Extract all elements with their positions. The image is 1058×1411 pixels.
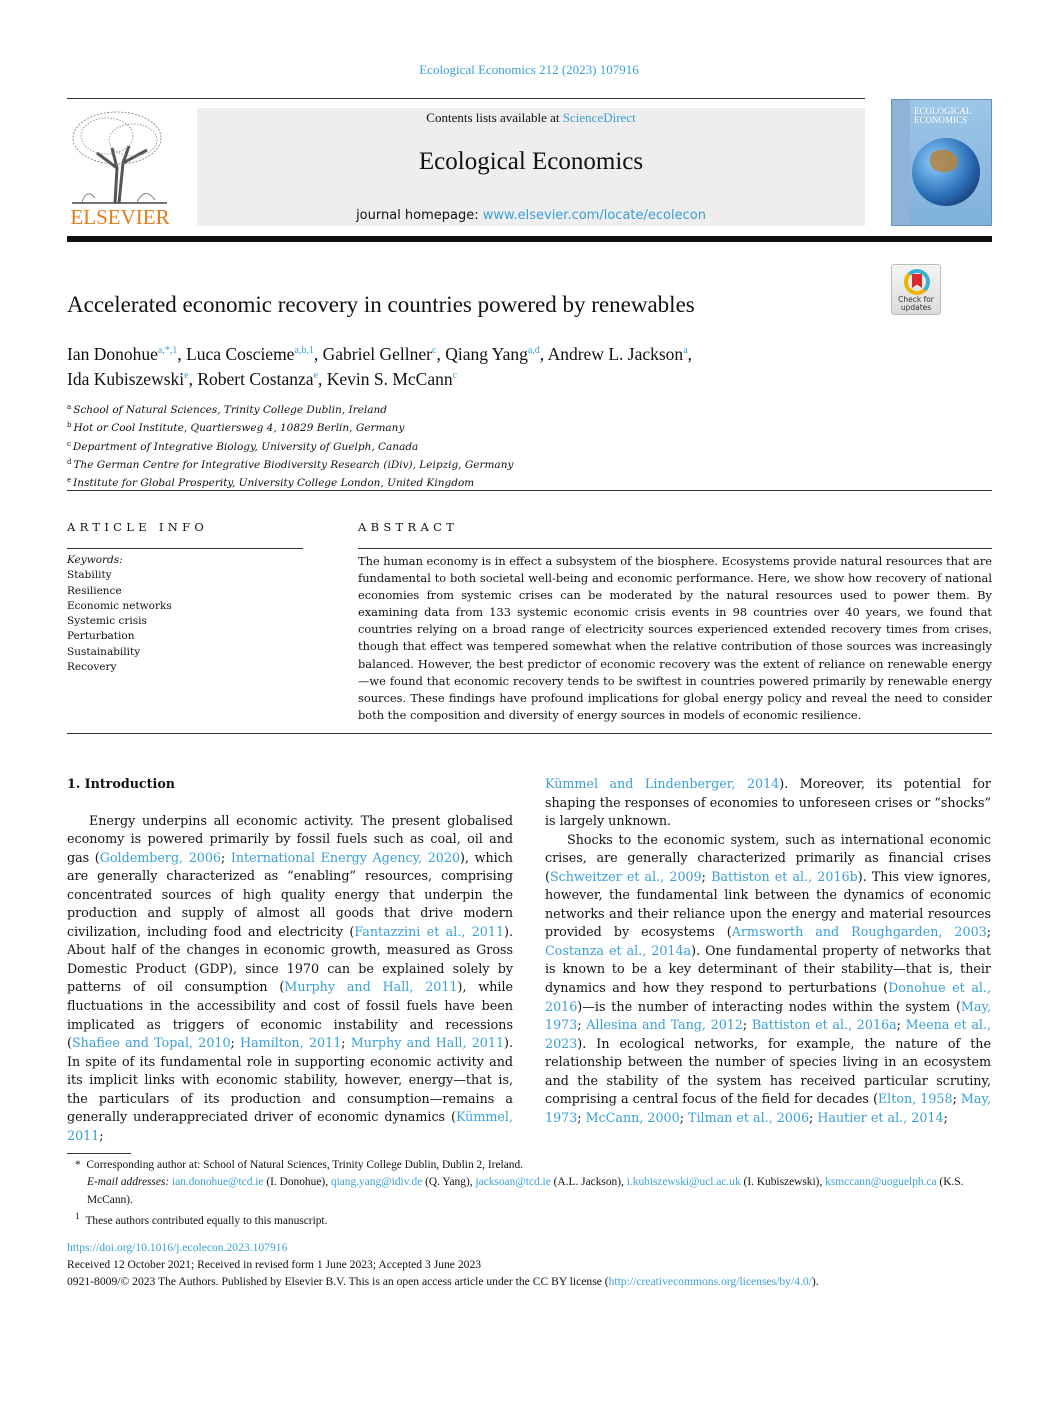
keyword: Sustainability: [67, 645, 141, 658]
citation-link[interactable]: Kümmel and Lindenberger, 2014: [545, 776, 780, 791]
land-icon: [930, 150, 958, 172]
body-text: ;: [896, 1017, 906, 1033]
citation-link[interactable]: Hautier et al., 2014: [817, 1109, 944, 1125]
body-column-left: [67, 775, 513, 1145]
email-addresses: E-mail addresses: ian.donohue@tcd.ie (I. Donohue), qiang.yang@idiv.de (Q. Yang), jacksoan@tcd.ie (A.L. Jackson), i.kubiszewski@ucl.ac.uk (I. Kubiszewski), ksmccann@uoguelph.ca (K.S. McCann).: [87, 1176, 964, 1206]
body-text: ;: [986, 924, 992, 940]
keyword: Systemic crisis: [67, 615, 147, 628]
affiliation: $^d$ The German Centre for Integrative Biodiversity Research (iDiv), Leipzig, Germany: [67, 457, 514, 471]
email-link[interactable]: qiang.yang@idiv.de: [330, 1176, 423, 1189]
license-line: 0921-8009/© 2023 The Authors. Published by Elsevier B.V. This is an open access article under the CC BY license (http://creativecommons.org/licenses/by/4.0/).: [67, 1275, 819, 1289]
email-link[interactable]: ksmccann@uoguelph.ca: [825, 1176, 937, 1189]
homepage-link[interactable]: www.elsevier.com/locate/ecolecon: [482, 208, 706, 223]
body-text: ;: [679, 1109, 688, 1125]
citation-link[interactable]: Donohue et al., 2016: [545, 980, 992, 1014]
license-link[interactable]: http://creativecommons.org/licenses/by/4.0/: [608, 1275, 812, 1289]
body-text: ;: [220, 849, 231, 865]
sciencedirect-link[interactable]: ScienceDirect: [562, 110, 636, 125]
footnote-rule: [67, 1153, 131, 1154]
top-rule: [67, 98, 865, 99]
citation-link[interactable]: Kümmel, 2011: [67, 1109, 513, 1143]
journal-cover-image: [891, 99, 992, 226]
body-text: ). This view ignores, however, the fundamental link between the dynamics of economic networks and their reliance upon the energy and material resources provided by ecosystems (: [545, 868, 991, 940]
body-text: ;: [230, 1035, 241, 1051]
paragraph: [545, 831, 991, 1128]
citation-link[interactable]: May, 1973: [545, 1091, 991, 1125]
header-thick-rule: [67, 236, 992, 242]
citation-link[interactable]: May, 1973: [545, 998, 991, 1033]
citation-link[interactable]: Tilman et al., 2006: [688, 1109, 810, 1125]
body-text: ). Moreover, its potential for shaping the responses of economies to unforeseen crises or “shocks” is largely unknown.: [545, 776, 991, 829]
affiliation: $^c$ Department of Integrative Biology, University of Guelph, Canada: [67, 439, 419, 453]
divider: [67, 548, 303, 549]
citation-link[interactable]: Meena et al., 2023: [545, 1017, 992, 1051]
keyword: Resilience: [67, 584, 122, 597]
citation-link[interactable]: Armsworth and Roughgarden, 2003: [731, 924, 987, 940]
check-for-updates-label: Check for updates: [898, 295, 934, 312]
check-for-updates-button[interactable]: [891, 264, 941, 315]
keyword: Economic networks: [67, 599, 172, 612]
keyword-list: [67, 553, 172, 675]
citation-link[interactable]: Battiston et al., 2016a: [751, 1017, 897, 1033]
citation-link[interactable]: Schweitzer et al., 2009: [549, 868, 702, 884]
citation-link[interactable]: Murphy and Hall, 2011: [350, 1035, 505, 1051]
abstract-heading: ABSTRACT: [358, 520, 459, 534]
elsevier-wordmark: ELSEVIER: [70, 205, 170, 229]
publication-info: [67, 1239, 992, 1291]
author-list: Ian Donohue$^{a,*,1}$, Luca Coscieme$^{a,b,1}$, Gabriel Gellner$^c$, Qiang Yang$^{a,d}$, Andrew L. Jackson$^a$, Ida Kubiszewski$^e$, Robert Costanza$^e$, Kevin S. McCann$^c$: [67, 344, 693, 389]
corresponding-author-note: * Corresponding author at: School of Natural Sciences, Trinity College Dublin, Dublin 2, Ireland.: [75, 1159, 523, 1171]
contents-line: [197, 110, 865, 126]
divider: [67, 490, 992, 491]
body-text: ). In ecological networks, for example, the nature of the relationship between the number of species living in an ecosystem and the stability of the system has received particular scrutiny, comprising a central focus of the field for decades (: [545, 1035, 991, 1107]
email-link[interactable]: jacksoan@tcd.ie: [475, 1176, 551, 1189]
article-title: Accelerated economic recovery in countries powered by renewables: [67, 292, 695, 317]
paragraph: [67, 812, 513, 1146]
journal-title: Ecological Economics: [418, 148, 644, 175]
citation-link[interactable]: Goldemberg, 2006: [99, 849, 221, 865]
body-column-right: [545, 775, 991, 1127]
citation-link[interactable]: Costanza et al., 2014a: [545, 942, 692, 958]
body-text: ), which are generally characterized as “enabling” resources, comprising concentrated sources of high quality energy that underpin the production and supply of almost all goods that drive modern civilization, including food and electricity (: [67, 849, 513, 939]
equal-contribution-note: $^1$ These authors contributed equally to this manuscript.: [75, 1211, 328, 1227]
body-text: ;: [943, 1109, 948, 1125]
author[interactable]: Gabriel Gellner$^c$: [322, 344, 437, 364]
footnotes: [67, 1157, 992, 1230]
body-text: ;: [952, 1091, 961, 1107]
citation-link[interactable]: Battiston et al., 2016b: [711, 868, 858, 884]
body-text: ). One fundamental property of networks that is known to be a key determinant of their stability—that is, their dynamics and how they respond to perturbations (: [545, 942, 992, 996]
citation-link[interactable]: Elton, 1958: [877, 1091, 953, 1107]
keyword: Recovery: [67, 661, 117, 674]
article-history: Received 12 October 2021; Received in revised form 1 June 2023; Accepted 3 June 2023: [67, 1258, 482, 1272]
abstract-text: The human economy is in effect a subsystem of the biosphere. Ecosystems provide natural resources that are fundamental to both societal well-being and economic performance. Here, we show how recovery of national economies from systemic crises can be moderated by the natural resources used to power them. By examining data from 133 systemic economic crisis events in 98 countries over 40 years, we found that countries relying on a broad range of electricity sources experienced extended recovery times from crises, though that effect was tempered somewhat when the relative contribution of those sources was increasingly balanced. However, the best predictor of economic recovery was the extent of reliance on renewable energy—we found that economic recovery tends to be swiftest in countries powered primarily by renewable energy sources. These findings have profound implications for global energy policy and reveal the need to consider both the composition and diversity of energy sources in models of economic resilience.: [358, 554, 992, 722]
body-text: )—is the number of interacting nodes within the system (: [577, 998, 961, 1014]
affiliation: $^a$ School of Natural Sciences, Trinity College Dublin, Ireland: [67, 403, 387, 416]
affiliation: $^b$ Hot or Cool Institute, Quartiersweg 4, 10829 Berlin, Germany: [67, 421, 405, 435]
body-text: ;: [577, 1017, 587, 1033]
divider: [67, 733, 992, 734]
keywords-label: Keywords:: [67, 554, 123, 566]
body-text: ), while fluctuations in the accessibility and cost of fossil fuels have been implicated as triggers of economic instability and recessions (: [67, 979, 514, 1051]
article-info-heading: ARTICLE INFO: [67, 520, 209, 534]
citation-link[interactable]: Murphy and Hall, 2011: [284, 979, 458, 995]
keyword: Perturbation: [67, 630, 135, 643]
email-link[interactable]: i.kubiszewski@ucl.ac.uk: [626, 1176, 741, 1189]
email-link[interactable]: ian.donohue@tcd.ie: [172, 1176, 264, 1189]
section-heading-introduction: 1. Introduction: [67, 776, 176, 791]
doi-link[interactable]: https://doi.org/10.1016/j.ecolecon.2023.107916: [67, 1241, 288, 1254]
author[interactable]: Kevin S. McCann$^c$: [326, 369, 458, 389]
globe-icon: [912, 138, 980, 206]
citation-link[interactable]: McCann, 2000: [585, 1109, 680, 1125]
body-text: ;: [99, 1127, 104, 1143]
body-text: Energy underpins all economic activity. The present globalised economy is powered primarily by fossil fuels such as coal, oil and gas (: [67, 812, 513, 865]
body-text: ). About half of the changes in economic growth, measured as Gross Domestic Product (GDP), since 1970 can be explained solely by patterns of oil consumption (: [67, 923, 513, 995]
author[interactable]: Ida Kubiszewski$^e$: [67, 369, 189, 389]
affiliation: $^e$ Institute for Global Prosperity, University College London, United Kingdom: [67, 476, 475, 490]
author[interactable]: Robert Costanza$^e$: [197, 369, 318, 389]
author[interactable]: Qiang Yang$^{a,d}$: [445, 344, 540, 364]
citation-link[interactable]: Allesina and Tang, 2012: [586, 1017, 743, 1033]
divider: [358, 548, 992, 549]
cover-title: ECOLOGICAL ECONOMICS: [914, 106, 972, 125]
body-text: ;: [341, 1035, 351, 1051]
journal-homepage-line: [197, 208, 865, 223]
body-text: Shocks to the economic system, such as international economic crises, are generally characterized primarily as financial crises (: [545, 831, 991, 884]
body-text: ;: [742, 1017, 752, 1033]
author[interactable]: Ian Donohue$^{a,*,1}$: [67, 344, 178, 364]
paragraph: [545, 775, 991, 831]
body-text: ;: [809, 1109, 818, 1125]
citation-link[interactable]: International Energy Agency, 2020: [230, 849, 461, 865]
citation-link[interactable]: Shafiee and Topal, 2010: [71, 1035, 231, 1051]
contents-prefix: Contents lists available at: [426, 110, 563, 125]
author[interactable]: Luca Coscieme$^{a,b,1}$: [186, 344, 314, 364]
body-text: ). In spite of its fundamental role in supporting economic activity and its implicit links with economic stability, however, energy—that is, the particulars of its production and consumption—remains a generally underappreciated driver of economic dynamics (: [67, 1035, 514, 1125]
tree-icon: [67, 108, 173, 206]
cover-strip: [892, 100, 910, 225]
homepage-prefix: journal homepage:: [356, 208, 483, 223]
author[interactable]: Andrew L. Jackson$^a$: [547, 344, 688, 364]
affiliation-list: [67, 400, 513, 491]
citation-link[interactable]: Fantazzini et al., 2011: [354, 923, 505, 939]
body-text: ;: [577, 1109, 586, 1125]
keyword: Stability: [67, 569, 112, 582]
running-head[interactable]: Ecological Economics 212 (2023) 107916: [419, 62, 639, 77]
citation-link[interactable]: Hamilton, 2011: [240, 1035, 342, 1051]
body-text: ;: [701, 868, 712, 884]
